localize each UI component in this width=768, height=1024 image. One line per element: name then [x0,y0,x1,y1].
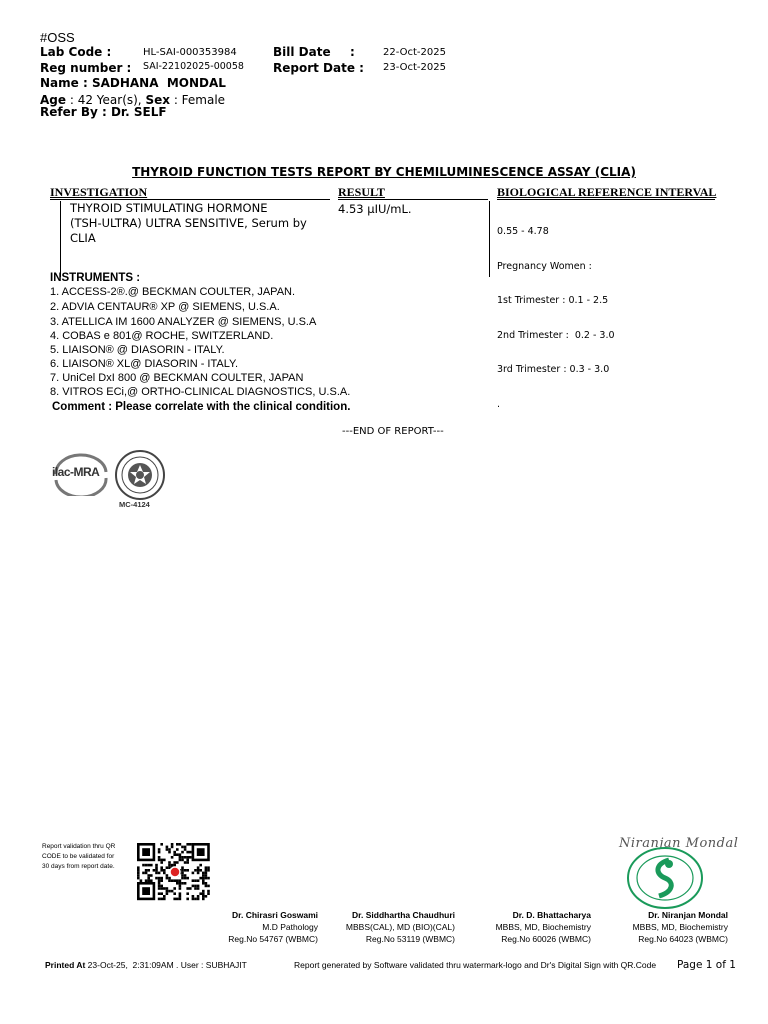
refer-value: Dr. SELF [110,105,167,119]
qr-note-line: Report validation thru QR [42,843,116,850]
ilac-text: ilac-MRA [52,465,100,479]
reference-line: . [497,398,501,410]
sex-label: Sex [145,93,170,107]
signatory-2 [328,910,455,944]
reg-number-label: Reg number : [40,61,132,75]
test-result: 4.53 µIU/mL. [338,202,412,216]
bill-date-label: Bill Date [273,45,331,59]
signatory-reg: Reg.No 64023 (WBMC) [638,934,728,944]
bill-date-colon: : [350,45,355,59]
signatory-degree: MBBS, MD, Biochemistry [495,922,591,932]
printed-value: 23-Oct-25, 2:31:09AM . User : SUBHAJIT [87,960,247,970]
end-of-report: ---END OF REPORT--- [342,426,444,437]
nabl-seal-icon [112,450,168,506]
signatory-degree: MBBS(CAL), MD (BIO)(CAL) [345,922,455,932]
signatory-1 [190,910,318,944]
signatory-3 [465,910,591,944]
reference-interval [497,203,615,422]
instrument-item: 3. ATELLICA IM 1600 ANALYZER @ SIEMENS, U.S.A [50,316,317,328]
age-value: : 42 Year(s), [69,93,142,107]
signatory-4 [600,910,728,944]
investigation-divider [60,201,61,277]
reference-line: 1st Trimester : 0.1 - 2.5 [497,295,609,306]
instrument-item: 2. ADVIA CENTAUR® XP @ SIEMENS, U.S.A. [50,301,280,313]
report-date-label: Report Date : [273,61,364,75]
lab-seal-icon [625,846,705,910]
report-title: THYROID FUNCTION TESTS REPORT BY CHEMILUMINESCENCE ASSAY (CLIA) [132,165,636,179]
age-label: Age [40,93,67,107]
signatory-name: Dr. Niranjan Mondal [648,910,728,920]
reference-line: 0.55 - 4.78 [497,226,549,237]
reference-line: 3rd Trimester : 0.3 - 3.0 [497,364,610,375]
report-tag: #OSS [40,30,75,45]
signatory-name: Dr. Chirasri Goswami [232,910,318,920]
patient-name [40,76,226,90]
cert-code: MC-4124 [119,500,150,509]
qr-note-line: 30 days from report date. [42,863,115,870]
signatory-reg: Reg.No 54767 (WBMC) [228,934,318,944]
signatory-name: Dr. Siddhartha Chaudhuri [352,910,455,920]
instrument-item: 1. ACCESS-2®.@ BECKMAN COULTER, JAPAN. [50,286,296,298]
signatory-degree: M.D Pathology [262,922,318,932]
lab-code-value: HL-SAI-000353984 [143,47,237,58]
reg-number-value: SAI-22102025-00058 [143,61,244,72]
page-number: Page 1 of 1 [677,959,736,971]
investigation-rule [50,199,330,200]
handwritten-signature: Niranjan Mondal [619,836,739,851]
qr-note [42,842,115,872]
result-rule [338,199,488,200]
comment: Comment : Please correlate with the clinical condition. [52,401,351,413]
column-reference: BIOLOGICAL REFERENCE INTERVAL [497,185,717,199]
printed-label: Printed At [45,960,86,970]
footer-note: Report generated by Software validated thru watermark-logo and Dr's Digital Sign with QR.Code [294,960,657,970]
bill-date-value: 22-Oct-2025 [383,47,446,58]
refer-label: Refer By : [40,105,107,119]
instrument-item: 8. VITROS ECi,@ ORTHO-CLINICAL DIAGNOSTICS, U.S.A. [50,386,351,398]
test-name-line: (TSH-ULTRA) ULTRA SENSITIVE, Serum by [70,216,307,230]
name-label: Name : [40,76,88,90]
test-name-line: THYROID STIMULATING HORMONE [70,201,268,215]
refer-line [40,105,167,119]
signatory-reg: Reg.No 53119 (WBMC) [365,934,455,944]
report-date-value: 23-Oct-2025 [383,62,446,73]
qr-note-line: CODE to be validated for [42,853,115,860]
column-investigation: INVESTIGATION [50,185,148,199]
column-result: RESULT [338,185,385,199]
reference-line: 2nd Trimester : 0.2 - 3.0 [497,329,615,341]
name-value: SADHANA MONDAL [91,76,226,90]
instruments-heading: INSTRUMENTS : [50,272,141,284]
qr-code-icon [137,843,213,901]
result-divider [489,201,490,277]
test-name-line: CLIA [70,231,96,245]
instrument-item: 7. UniCel DxI 800 @ BECKMAN COULTER, JAPAN [50,372,304,384]
signatory-reg: Reg.No 60026 (WBMC) [501,934,591,944]
printed-at [45,960,247,970]
sex-value: : Female [173,93,226,107]
test-name [70,201,307,246]
ilac-mra-logo [50,450,112,496]
instrument-item: 4. COBAS e 801@ ROCHE, SWITZERLAND. [50,330,274,342]
signatory-degree: MBBS, MD, Biochemistry [632,922,728,932]
reference-rule [497,199,715,200]
signatory-name: Dr. D. Bhattacharya [512,910,591,920]
instrument-item: 6. LIAISON® XL@ DIASORIN - ITALY. [50,358,238,370]
instrument-item: 5. LIAISON® @ DIASORIN - ITALY. [50,344,225,356]
lab-code-label: Lab Code : [40,45,112,59]
reference-line: Pregnancy Women : [497,260,592,272]
